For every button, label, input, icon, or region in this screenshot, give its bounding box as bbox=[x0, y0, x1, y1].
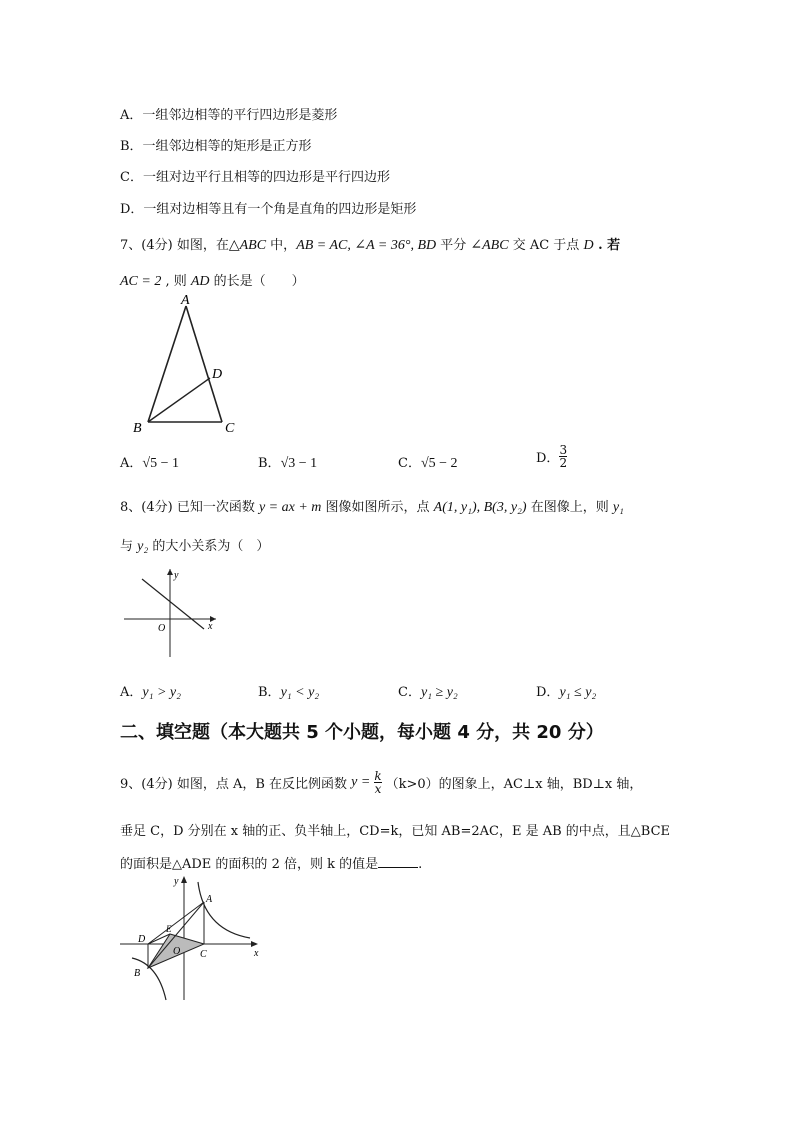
q7-option-a: A．√5 − 1 bbox=[120, 456, 179, 471]
q8-axis-x-label: x bbox=[208, 621, 213, 632]
q8-stem-line2: 与 y₂ 的大小关系为（ ） bbox=[120, 539, 270, 554]
q6-option-d: D．一组对边相等且有一个角是直角的四边形是矩形 bbox=[120, 202, 417, 217]
q6-option-c: C．一组对边平行且相等的四边形是平行四边形 bbox=[120, 170, 390, 185]
q7-label-b: B bbox=[133, 421, 142, 436]
q7-label-d: D bbox=[212, 367, 223, 382]
q8-option-b: B．y₁ < y₂ bbox=[258, 685, 320, 700]
q7-label-a: A bbox=[181, 293, 190, 308]
q9-label-c: C bbox=[200, 949, 207, 960]
q7-option-d: D． $\frac{3}{2}$ bbox=[536, 443, 568, 470]
q8-stem-line1: 8、(4分) 已知一次函数 y = ax + m 图像如图所示，点 A(1, y₁), B(3, y₂) 在图像上，则 y₁ bbox=[120, 500, 624, 515]
q6-option-a: A．一组邻边相等的平行四边形是菱形 bbox=[120, 108, 338, 123]
q9-stem-line2: 垂足 C，D 分别在 x 轴的正、负半轴上，CD=k，已知 AB=2AC，E 是 AB 的中点，且△BCE bbox=[120, 824, 670, 839]
q9-stem-line1: 9、(4分) 如图，点 A，B 在反比例函数 y = $\frac{k}{x}$ （k>0）的图象上，AC⊥x 轴，BD⊥x 轴， bbox=[120, 769, 643, 796]
q7-option-c: C．√5 − 2 bbox=[398, 456, 458, 471]
q7-stem-line2: AC = 2 , 则 AD 的长是（ ） bbox=[120, 274, 305, 289]
q9-label-e: E bbox=[166, 924, 172, 934]
q6-option-b: B．一组邻边相等的矩形是正方形 bbox=[120, 139, 312, 154]
q7-triangle-figure bbox=[130, 292, 250, 437]
section-heading-fill-in: 二、填空题（本大题共 5 个小题，每小题 4 分，共 20 分） bbox=[120, 722, 604, 743]
q9-label-d: D bbox=[138, 934, 146, 945]
q7-option-b: B．√3 − 1 bbox=[258, 456, 318, 471]
q9-label-b: B bbox=[134, 968, 141, 979]
q7-stem-line1: 7、(4分) 如图，在△ABC 中，AB = AC, ∠A = 36°, BD 平分 ∠ABC 交 AC 于点 D . 若 bbox=[120, 238, 621, 253]
q8-graph-figure bbox=[120, 565, 220, 660]
q8-origin-label: O bbox=[158, 623, 166, 634]
q9-axis-x-label: x bbox=[254, 948, 259, 959]
q8-axis-y-label: y bbox=[174, 570, 179, 581]
q8-option-c: C．y₁ ≥ y₂ bbox=[398, 685, 458, 700]
q9-label-a: A bbox=[206, 894, 213, 905]
q9-axis-y-label: y bbox=[174, 876, 179, 887]
q9-stem-line3: 的面积是△ADE 的面积的 2 倍，则 k 的值是 . bbox=[120, 857, 423, 872]
q9-figure bbox=[118, 872, 268, 1002]
q9-label-o: O bbox=[173, 946, 181, 957]
q9-answer-blank bbox=[378, 867, 418, 868]
q8-option-d: D．y₁ ≤ y₂ bbox=[536, 685, 597, 700]
q7-label-c: C bbox=[225, 421, 235, 436]
q8-option-a: A．y₁ > y₂ bbox=[120, 685, 181, 700]
